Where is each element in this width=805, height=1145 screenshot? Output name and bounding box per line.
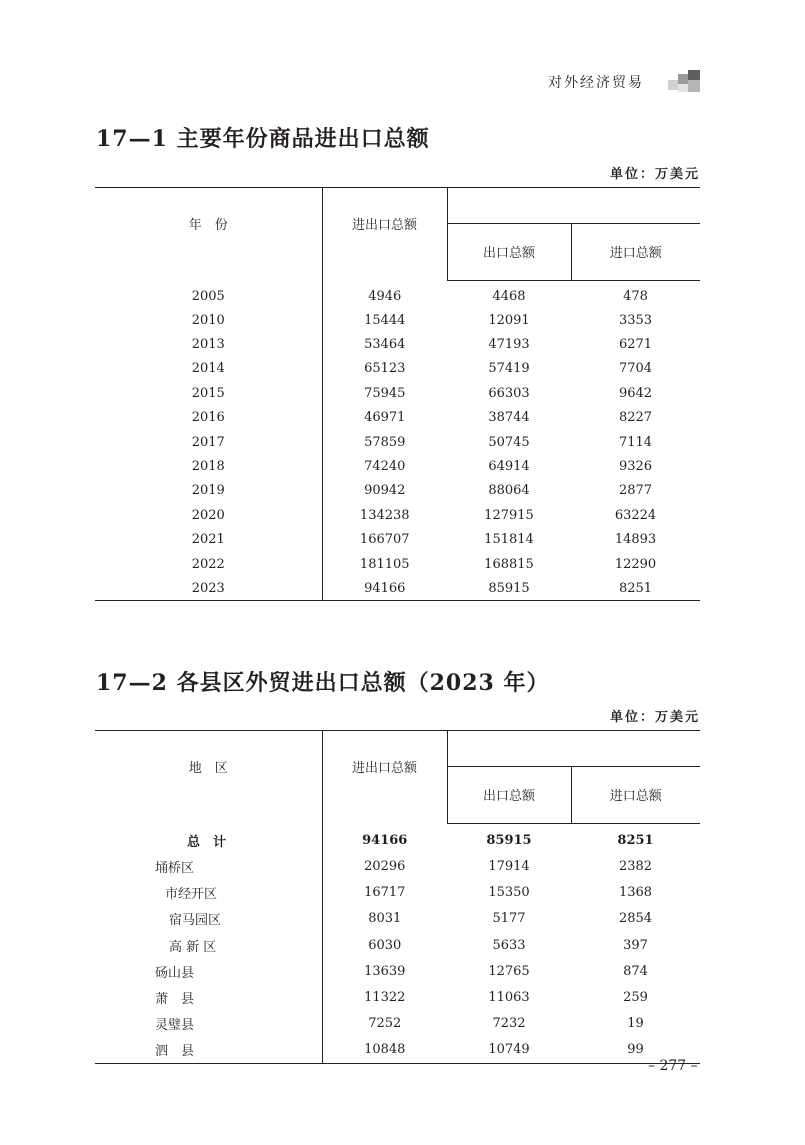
year-cell: 2010 [95, 308, 322, 332]
import-cell: 7114 [618, 434, 653, 450]
import-cell: 8251 [571, 576, 700, 600]
year-header: 年 份 [95, 188, 322, 281]
export-cell: 50745 [488, 434, 530, 450]
total-cell: 13639 [364, 963, 406, 979]
table-row [95, 853, 700, 879]
year-cell: 2018 [95, 454, 322, 478]
section1-title: 17—1 主要年份商品进出口总额 [96, 126, 430, 152]
import-cell: 6271 [618, 337, 653, 353]
year-cell: 2005 [95, 280, 322, 308]
export-cell: 11063 [488, 990, 530, 1006]
import-cell: 3353 [618, 312, 653, 328]
total-cell: 57859 [364, 434, 406, 450]
export-cell: 127915 [484, 507, 534, 523]
total-cell: 16717 [364, 884, 406, 900]
total-cell: 181105 [359, 556, 410, 572]
table-row [95, 406, 700, 430]
table-row [95, 879, 700, 905]
chapter-header: 对外经济贸易 [548, 75, 644, 91]
import-cell: 397 [623, 937, 648, 953]
page-number: – 277 – [648, 1058, 698, 1074]
export-cell: 5177 [492, 911, 526, 927]
export-header: 出口总额 [447, 223, 571, 280]
total-cell: 8031 [368, 911, 402, 927]
table-row [95, 1037, 700, 1063]
import-header: 进口总额 [571, 766, 700, 823]
year-cell: 2017 [95, 430, 322, 454]
table-row [95, 552, 700, 576]
section2-title: 17—2 各县区外贸进出口总额（2023 年） [96, 670, 550, 696]
total-cell: 90942 [364, 483, 406, 499]
import-cell: 19 [627, 1016, 644, 1032]
table-row [95, 479, 700, 503]
region-cell: 宿马园区 [95, 906, 322, 932]
export-cell: 88064 [488, 483, 530, 499]
decorative-checker-icon [668, 70, 702, 92]
region-cell: 灵璧县 [95, 1011, 322, 1037]
total-cell: 53464 [364, 337, 406, 353]
import-cell: 1368 [618, 884, 653, 900]
table-row [95, 357, 700, 381]
import-cell: 8227 [618, 410, 653, 426]
total-header: 进出口总额 [322, 188, 447, 281]
section2-unit: 单位：万美元 [609, 710, 700, 725]
year-cell: 2014 [95, 357, 322, 381]
import-cell: 12290 [614, 556, 657, 572]
year-cell: 2023 [95, 576, 322, 600]
table-row [95, 576, 700, 600]
table-row [95, 958, 700, 984]
region-cell: 高 新 区 [95, 932, 322, 958]
export-header: 出口总额 [447, 766, 571, 823]
year-cell: 2015 [95, 381, 322, 405]
export-cell: 151814 [484, 532, 534, 548]
import-cell: 99 [571, 1037, 700, 1063]
import-cell: 2382 [618, 858, 653, 874]
total-cell: 15444 [364, 312, 406, 328]
export-cell: 12765 [488, 963, 530, 979]
section1-unit: 单位：万美元 [609, 167, 700, 182]
total-cell: 7252 [368, 1016, 402, 1032]
region-cell: 市经开区 [95, 879, 322, 905]
region-cell: 萧 县 [95, 984, 322, 1010]
table-row [95, 503, 700, 527]
total-cell: 134238 [359, 507, 410, 523]
export-cell: 17914 [488, 858, 530, 874]
export-cell: 15350 [488, 884, 530, 900]
table-row [95, 430, 700, 454]
table-row [95, 454, 700, 478]
year-cell: 2020 [95, 503, 322, 527]
export-cell: 12091 [488, 312, 530, 328]
table-row [95, 308, 700, 332]
total-cell: 20296 [364, 858, 406, 874]
export-cell: 64914 [488, 459, 530, 475]
total-cell: 94166 [322, 576, 447, 600]
total-cell: 6030 [368, 937, 402, 953]
table-row [95, 381, 700, 405]
export-cell: 5633 [492, 937, 526, 953]
total-cell: 46971 [364, 410, 406, 426]
import-cell: 259 [623, 990, 648, 1006]
export-cell: 85915 [486, 832, 532, 848]
export-cell: 85915 [447, 576, 571, 600]
export-cell: 47193 [488, 337, 530, 353]
export-cell: 4468 [492, 288, 526, 304]
import-cell: 2854 [618, 911, 653, 927]
table-row [95, 984, 700, 1010]
table-row [95, 932, 700, 958]
table-row [95, 332, 700, 356]
table-row [95, 1011, 700, 1037]
import-cell: 9642 [618, 385, 653, 401]
export-cell: 10749 [447, 1037, 571, 1063]
table-row [95, 528, 700, 552]
year-cell: 2019 [95, 479, 322, 503]
year-cell: 2021 [95, 528, 322, 552]
region-cell: 埇桥区 [95, 853, 322, 879]
year-cell: 2022 [95, 552, 322, 576]
region-cell: 泗 县 [95, 1037, 322, 1063]
table-row [95, 906, 700, 932]
total-cell: 11322 [364, 990, 406, 1006]
export-cell: 7232 [492, 1016, 526, 1032]
total-cell: 4946 [368, 288, 402, 304]
year-cell: 2016 [95, 406, 322, 430]
import-cell: 63224 [614, 507, 657, 523]
region-cell: 总 计 [95, 823, 322, 853]
section1-table [95, 187, 700, 601]
region-header: 地 区 [95, 731, 322, 824]
import-cell: 9326 [618, 459, 653, 475]
import-cell: 478 [623, 288, 648, 304]
import-cell: 2877 [618, 483, 653, 499]
export-cell: 66303 [488, 385, 530, 401]
import-header: 进口总额 [571, 223, 700, 280]
export-cell: 38744 [488, 410, 530, 426]
import-cell: 7704 [618, 361, 653, 377]
import-cell: 8251 [617, 832, 654, 848]
region-cell: 砀山县 [95, 958, 322, 984]
table-row [95, 280, 700, 308]
total-cell: 166707 [359, 532, 410, 548]
export-cell: 57419 [488, 361, 530, 377]
total-cell: 10848 [322, 1037, 447, 1063]
total-cell: 65123 [364, 361, 406, 377]
total-header: 进出口总额 [322, 731, 447, 824]
total-cell: 75945 [364, 385, 406, 401]
table-row [95, 823, 700, 853]
total-cell: 74240 [364, 459, 406, 475]
export-cell: 168815 [484, 556, 534, 572]
import-cell: 874 [623, 963, 648, 979]
import-cell: 14893 [614, 532, 657, 548]
year-cell: 2013 [95, 332, 322, 356]
section2-table [95, 730, 700, 1064]
total-cell: 94166 [362, 832, 408, 848]
